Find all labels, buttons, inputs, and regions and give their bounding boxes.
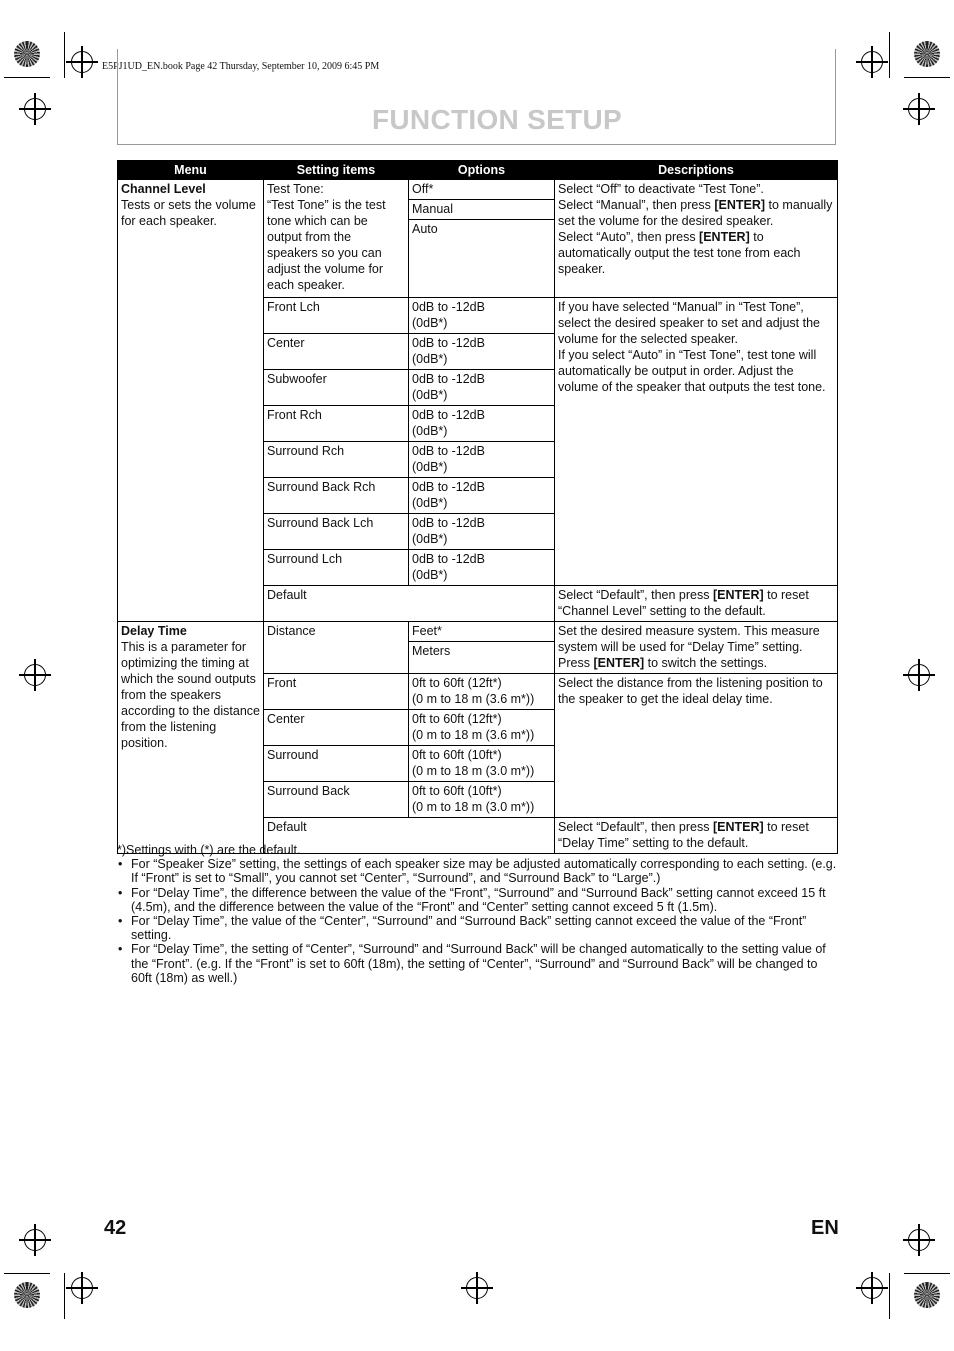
menu-description: This is a parameter for optimizing the timing at which the sound outputs from the speakers according to the distance from the listening position.: [121, 640, 260, 750]
language-label: EN: [811, 1217, 839, 1239]
registration-mark: [71, 51, 93, 73]
registration-disc-bottom-right: [914, 1282, 940, 1308]
option-cell: 0ft to 60ft (10ft*) (0 m to 18 m (3.0 m*)): [409, 746, 555, 782]
crop-mark: [4, 77, 50, 78]
notes-section: [117, 843, 837, 985]
table-row: [118, 180, 838, 200]
registration-mark: [861, 51, 883, 73]
option-cell: Meters: [409, 642, 555, 674]
menu-cell-channel-level: [118, 180, 264, 622]
registration-mark: [861, 1277, 883, 1299]
option-cell: 0dB to -12dB (0dB*): [409, 442, 555, 478]
table-row: [118, 622, 838, 642]
column-header: Menu: [118, 161, 264, 180]
option-cell: Feet*: [409, 622, 555, 642]
registration-mark: [908, 664, 930, 686]
registration-mark: [24, 664, 46, 686]
setting-item: Test Tone: “Test Tone” is the test tone which can be output from the speakers so you can adjust the volume for each speaker.: [264, 180, 409, 298]
description-line: Select “Auto”, then press [ENTER] to automatically output the test tone from each speaker.: [558, 230, 801, 276]
menu-title: Delay Time: [121, 624, 187, 638]
option-cell: 0ft to 60ft (10ft*) (0 m to 18 m (3.0 m*)): [409, 782, 555, 818]
crop-mark: [889, 1273, 890, 1319]
setting-item: Front: [264, 674, 409, 710]
setting-item: Center: [264, 334, 409, 370]
crop-mark: [64, 1273, 65, 1319]
page-number: 42: [104, 1217, 127, 1239]
setting-item: Front Lch: [264, 298, 409, 334]
setting-item: Surround Back: [264, 782, 409, 818]
option-cell: 0dB to -12dB (0dB*): [409, 298, 555, 334]
description-cell: Select the distance from the listening position to the speaker to get the ideal delay time.: [555, 674, 838, 818]
option-cell: 0dB to -12dB (0dB*): [409, 334, 555, 370]
setting-item: Surround Lch: [264, 550, 409, 586]
note-item: • For “Delay Time”, the value of the “Center”, “Surround” and “Surround Back” setting cannot exceed the value of the “Front” setting.: [117, 914, 837, 942]
registration-mark: [466, 1277, 488, 1299]
option-cell: 0dB to -12dB (0dB*): [409, 514, 555, 550]
setting-item: Center: [264, 710, 409, 746]
registration-mark: [24, 1229, 46, 1251]
option-cell: 0dB to -12dB (0dB*): [409, 406, 555, 442]
option-cell: 0ft to 60ft (12ft*) (0 m to 18 m (3.6 m*)): [409, 674, 555, 710]
setting-item: Distance: [264, 622, 409, 674]
option-cell: 0ft to 60ft (12ft*) (0 m to 18 m (3.6 m*)): [409, 710, 555, 746]
description-cell: Select “Default”, then press [ENTER] to reset “Channel Level” setting to the default.: [555, 586, 838, 622]
column-header: Options: [409, 161, 555, 180]
note-item: • For “Delay Time”, the difference between the value of the “Front”, “Surround” and “Surround Back” setting cannot exceed 15 ft (4.5m), and the difference between the value of the “Front” and “Center” setting cannot exceed 5 ft (1.5m).: [117, 886, 837, 914]
crop-mark: [904, 77, 950, 78]
option-cell: Manual: [409, 200, 555, 220]
registration-mark: [24, 98, 46, 120]
setting-item: Surround Back Lch: [264, 514, 409, 550]
registration-mark: [908, 1229, 930, 1251]
crop-mark: [904, 1273, 950, 1274]
registration-disc-top-right: [914, 41, 940, 67]
option-cell: Auto: [409, 220, 555, 298]
description-cell: [555, 180, 838, 298]
option-cell: Off*: [409, 180, 555, 200]
description-cell: Set the desired measure system. This measure system will be used for “Delay Time” setting. Press [ENTER] to switch the settings.: [555, 622, 838, 674]
description-line: Select “Manual”, then press [ENTER] to manually set the volume for the desired speaker.: [558, 198, 833, 228]
option-cell: 0dB to -12dB (0dB*): [409, 550, 555, 586]
column-header: Descriptions: [555, 161, 838, 180]
setting-item: Surround Back Rch: [264, 478, 409, 514]
page-title: FUNCTION SETUP: [372, 104, 622, 135]
description-cell: Select “Default”, then press [ENTER] to reset “Delay Time” setting to the default.: [555, 818, 838, 854]
option-cell: 0dB to -12dB (0dB*): [409, 478, 555, 514]
crop-mark: [889, 32, 890, 78]
setting-item: Default: [264, 586, 555, 622]
settings-table: [117, 160, 838, 854]
setting-item: Front Rch: [264, 406, 409, 442]
registration-mark: [908, 98, 930, 120]
note-item: • For “Speaker Size” setting, the settings of each speaker size may be adjusted automatically corresponding to each setting. (e.g. If “Front” is set to “Small”, you cannot set “Center”, “Surround”, and “Surround Back” to “Large”.): [117, 857, 837, 885]
setting-item: Default: [264, 818, 555, 854]
table-header-row: [118, 161, 838, 180]
setting-item: Subwoofer: [264, 370, 409, 406]
note-item: • For “Delay Time”, the setting of “Center”, “Surround” and “Surround Back” will be changed automatically to the setting value of the “Front”. (e.g. If the “Front” is set to 60ft (18m), the setting of “Center”, “Surround” and “Surround Back” will be changed to 60ft (18m) as well.): [117, 942, 837, 985]
option-cell: 0dB to -12dB (0dB*): [409, 370, 555, 406]
column-header: Setting items: [264, 161, 409, 180]
registration-disc-bottom-left: [14, 1282, 40, 1308]
print-header: E5PJ1UD_EN.book Page 42 Thursday, September 10, 2009 6:45 PM: [102, 61, 380, 72]
menu-cell-delay-time: [118, 622, 264, 854]
crop-mark: [64, 32, 65, 78]
registration-disc-top-left: [14, 41, 40, 67]
setting-item: Surround: [264, 746, 409, 782]
setting-item: Surround Rch: [264, 442, 409, 478]
notes-intro: *)Settings with (*) are the default.: [117, 843, 301, 857]
menu-title: Channel Level: [121, 182, 206, 196]
crop-mark: [4, 1273, 50, 1274]
registration-mark: [71, 1277, 93, 1299]
notes-list: [117, 857, 837, 985]
description-line: Select “Off” to deactivate “Test Tone”.: [558, 182, 764, 196]
menu-description: Tests or sets the volume for each speaker.: [121, 198, 256, 228]
description-cell: If you have selected “Manual” in “Test Tone”, select the desired speaker to set and adjust the volume for the selected speaker. If you select “Auto” in “Test Tone”, test tone will automatically be output in order. Adjust the volume of the speaker that outputs the test tone.: [555, 298, 838, 586]
